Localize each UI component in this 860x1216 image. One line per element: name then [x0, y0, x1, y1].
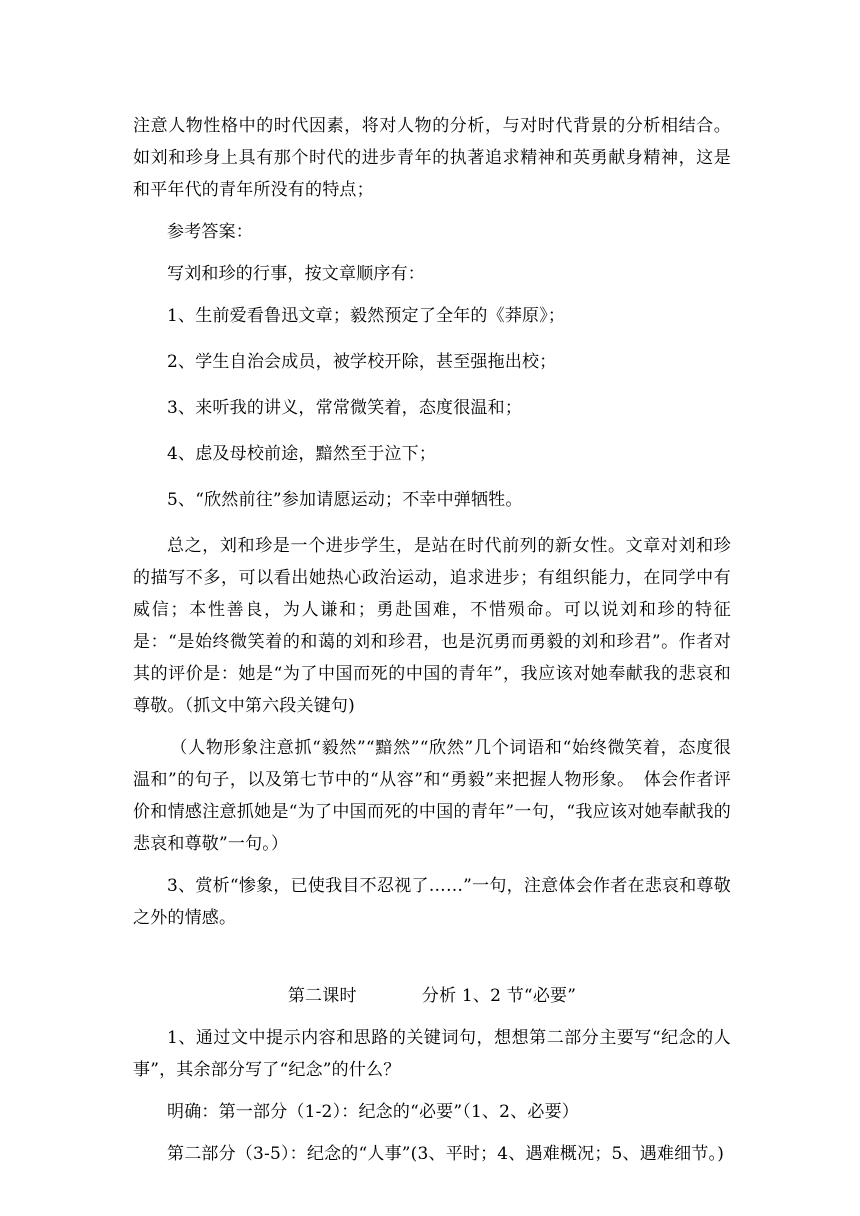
part-two-line: 第二部分（3-5）：纪念的“人事”(3、平时；4、遇难概况；5、遇难细节。): [167, 1144, 725, 1164]
point-three-paragraph: 3、赏析“惨象，已使我目不忍视了……”一句，注意体会作者在悲哀和尊敬之外的情感。: [133, 876, 731, 928]
summary-paragraph: 总之，刘和珍是一个进步学生，是站在时代前列的新女性。文章对刘和珍的描写不多，可以看出她热心政治运动，追求进步；有组织能力，在同学中有威信；本性善良，为人谦和；勇赴国难，不惜殒命。可以说刘和珍的特征是：“是始终微笑着的和蔼的刘和珍君，也是沉勇而勇毅的刘和珍君”。作者对其的评价是：她是“为了中国而死的中国的青年”，我应该对她奉献我的悲哀和尊敬。（抓文中第六段关键句): [133, 536, 731, 716]
intro-paragraph: 注意人物性格中的时代因素，将对人物的分析，与对时代背景的分析相结合。如刘和珍身上具有那个时代的进步青年的执著追求精神和英勇献身精神，这是和平年代的青年所没有的特点；: [133, 116, 731, 200]
note-paragraph: （人物形象注意抓“毅然”“黯然”“欣然”几个词语和“始终微笑着，态度很温和”的句子，以及第七节中的“从容”和“勇毅”来把握人物形象。 体会作者评价和情感注意抓她是“为了中国而死的中国的青年”一句，“我应该对她奉献我的悲哀和尊敬”一句。）: [133, 738, 731, 854]
lesson-title-right: 分析 1、2 节“必要”: [421, 986, 577, 1006]
answer-heading: 参考答案：: [167, 222, 253, 242]
lesson-title-left: 第二课时: [287, 986, 357, 1006]
deed-item: 3、来听我的讲义，常常微笑着，态度很温和；: [167, 398, 523, 418]
deed-item: 1、生前爱看鲁迅文章；毅然预定了全年的《莽原》；: [167, 306, 566, 326]
clarify-line: 明确：第一部分（1-2）：纪念的“必要”（1、2、必要）: [167, 1102, 579, 1122]
deed-item: 2、学生自治会成员，被学校开除，甚至强拖出校；: [167, 352, 557, 372]
deed-item: 4、虑及母校前途，黯然至于泣下；: [167, 444, 437, 464]
question-one: 1、通过文中提示内容和思路的关键词句，想想第二部分主要写“纪念的人事”，其余部分写了“纪念”的什么？: [133, 1028, 731, 1080]
lesson-title: [133, 980, 731, 1012]
document-body: [133, 110, 731, 1180]
deeds-heading: 写刘和珍的行事，按文章顺序有：: [167, 264, 425, 284]
deed-item: 5、“欣然前往”参加请愿运动；不幸中弹牺牲。: [167, 490, 523, 510]
